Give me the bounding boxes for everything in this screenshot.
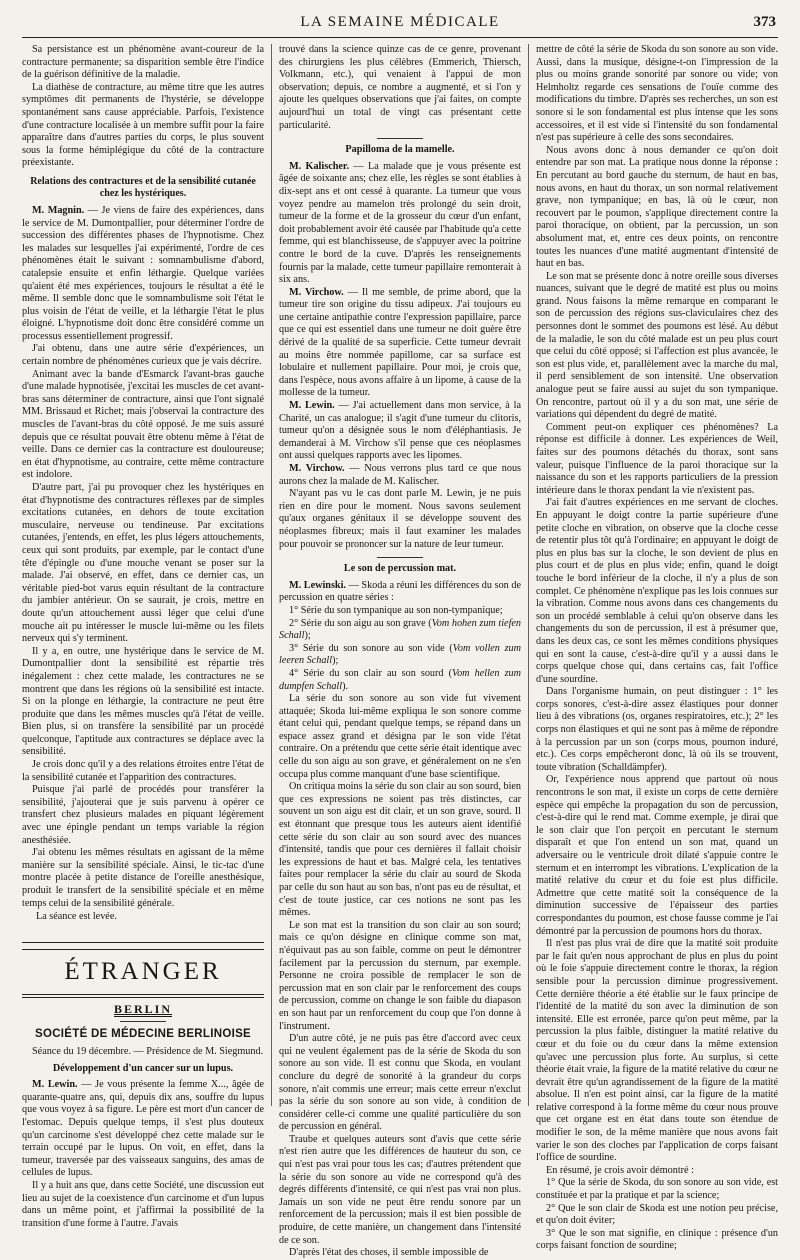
paragraph: La diathèse de contracture, au même titre que les autres symptômes dit permanents de l'hystérie, se développe spontanément sans cause appréciable. Parfois, l'existence d'une contracture localisée à un membre suffit pour la faire apparaître dans d'autres parties du corps, le plus souvent sous la forme hémiplégique du côté de la contracture préexistante. [22,81,265,169]
paragraph-text: — Je viens de faire des expériences, dans le service de M. Dumontpallier, pour déterminer l'ordre de succession des différentes phases de l'hypnotisme. Chez les malades sur lesquelles j'ai expérimenté, l'ordre de ces phénomènes était le suivant : somnambulisme d'abord, catalepsie ensuite et enfin léthargie. Quelque variées qu'aient été mes expériences, toujours le résultat a été le même. Il semble donc que le somnambulisme soit l'état le plus voisin de l'état de veille, et la léthargie l'état le plus éloigné. L'hypnotisme doit donc être considéré comme un processus essentiellement progressif. [22,204,265,342]
speaker-name: M. Lewin. [289,400,335,412]
conclusion-item: 1° Que la série de Skoda, du son sonore au son vide, est constituée et par la pratique et par la science; [536,1177,779,1202]
paragraph-text: — J'ai actuellement dans mon service, à la Charité, un cas analogue; il s'agit d'une tumeur du clitoris, tumeur qu'on a désignée sous le nom d'éléphantiasis. Je demanderai à M. Virchow s'il pense que ces néoplasmes ont aussi quelques rapports avec les lipomes. [279,400,522,462]
paragraph: J'ai fait d'autres expériences en me servant de cloches. En appuyant le doigt contre la partie supérieure d'une petite cloche en vibration, on observe que la cloche cesse de retentir plus tôt qu'à l'ordinaire; en appuyant le doigt de plus en plus bas sur la cloche, le son devient de plus en plus court et de plus en plus vide; enfin, quand le doigt touche le bord inférieur de la cloche, il n'y a plus de son complet. Ce phénomène n'explique pas les lois connues sur la vibration. Comme nous avons dans ces changements du son un procédé semblable à celui qu'on observe dans les changements du son de percussion, il est à présumer que, dans les deux cas, ce sont les mêmes conditions physiques qui en sont la cause, c'est-à-dire qu'il y a aussi dans le corps quelque chose qui, dans certains cas, fait l'office d'une sourdine. [536,497,779,685]
speaker-name: M. Magnin. [32,204,85,216]
list-item-text: 2° Série du son aigu au son grave ( [289,617,432,629]
speaker-name: M. Virchow. [289,463,345,474]
paragraph: La série du son sonore au son vide fut vivement attaquée; Skoda lui-même expliqua le son sonore comme étant celui qui, pendant quelque temps, se répand dans un espace assez grand et désigna par le son vide l'état contraire. On a prétendu que cette série était identique avec celle du son aigu au son grave, et généralement on ne s'en occupa plus comme manquant d'une base scientifique. [279,693,522,780]
paragraph: N'ayant pas vu le cas dont parle M. Lewin, je ne puis rien en dire pour le moment. Nous savons seulement qu'aux organes génitaux il se développe souvent des néoplasmes fibreux; mais il faut examiner les malades pour pouvoir se prononcer sur la nature de leur tumeur. [279,488,522,550]
paragraph-text: — Skoda a réuni les différences du son de percussion en quatre séries : [279,579,522,604]
list-item: 1° Série du son tympanique au son non-tympanique; [289,604,503,616]
paragraph: trouvé dans la science quinze cas de ce genre, provenant des chirurgiens les plus célèbres (Emmerich, Thiersch, Volkmann, etc.), qui venaient à l'appui de mon observation; depuis, ce nombre a augmenté, et si l'on y ajoute les quelques observations que j'ai faites, on compte aujourd'hui un total de vingt cas présentant cette particularité. [279,44,522,131]
city-heading: BERLIN [114,1001,173,1016]
conclusion-item: 3° Que le son mat signifie, en clinique : présence d'un corps faisant fonction de sourdine; [536,1227,779,1252]
speaker-name: M. Lewin. [32,1079,78,1091]
speaker-name: M. Kalischer. [289,160,350,172]
session-line: Séance du 19 décembre. — Présidence de M. Siegmund. [32,1045,264,1057]
separator [377,138,423,139]
paragraph [279,463,521,488]
paragraph: D'autre part, j'ai pu provoquer chez les hystériques en état d'hypnotisme des contractures réflexes par de simples excitations cutanées, en dehors de toute excitation musculaire, nerveuse ou tendineuse. Par excitations cutanées, j'entends, en effet, les plus légers attouchements, ceux qui sont produits, par exemple, par le contact d'une tête d'épingle ou d'une mouche venant se poser sur la malade. J'ai observé, en effet, dans ce dernier cas, un véritable pied-bot varus equin résultant de la contracture du jambier antérieur. On se saurait, je crois, mettre en doute qu'un attouchement aussi léger que celui d'une mouche ait pu intéresser le muscle lui-même ou les filets nerveux qui s'y terminent. [22,482,265,645]
paragraph-text: — Nous verrons plus tard ce que nous aurons chez la malade de M. Kalischer. [279,463,522,487]
section-rule [22,994,264,995]
paragraph: J'ai obtenu, dans une autre série d'expériences, un certain nombre de phénomènes curieux que je vais décrire. [22,343,265,368]
paragraph: Animant avec la bande d'Esmarck l'avant-bras gauche d'une malade hypnotisée, j'excitai les muscles de cet avant-bras sans déterminer de contracture, ainsi que l'ont signalé MM. Brissaud et Richet; mais j'observai la contracture des muscles de l'avant-bras du côté opposé. Je me suis assuré depuis que ce résultat pouvait être obtenu même à l'état de veille. Dans ce dernier cas la contracture est douloureuse; en état d'hypnotisme, au contraire, cette même contracture est indolore. [22,368,265,481]
column-divider [528,44,529,1106]
section-heading: Papilloma de la mamelle. [345,144,455,156]
paragraph: Il y a, en outre, une hystérique dans le service de M. Dumontpallier dont la sensibilité est répartie très inégalement : chez cette malade, les contractures ne se montrent que dans les régions où la sensibilité est intacte. Si on la plonge en léthargie, la contracture ne peut être produite que dans les mêmes muscles qu'à l'état de veille. Bien plus, si on transfère la sensibilité par un procédé quelconque, l'aptitude aux contractures se déplace avec la sensibilité. [22,645,265,758]
paragraph: En résumé, je crois avoir démontré : [546,1164,694,1176]
paragraph: Comment peut-on expliquer ces phénomènes? La réponse est difficile à donner. Les expériences de Weil, faites sur des poumons détachés du thorax, sont sans valeur, puisque l'influence de la paroi thoracique sur la naissance du son et les rapports particuliers de la pression intérieure dans le thorax pendant la vie n'existent pas. [536,421,779,496]
paragraph: On critiqua moins la série du son clair au son sourd, bien que ces expressions ne soient pas très distinctes, car souvent un son aigu est dit clair, et un son grave, sourd. Il est étonnant que presque tous les auteurs aient identifié cette série du son clair au son sourd avec des nuances d'intensité, tandis que pour ces dernières il fallait choisir les expressions de haut et bas. Malgré cela, les tentatives faites pour remplacer la série du clair au sourd de Skoda par celle du son haut au son bas, n'ont pas eu de résultat, et c'est de toute justice, car ces notions ne sont pas les mêmes. [279,781,522,919]
german-term: Vom hellen zum dumpfen Schall [279,667,522,692]
series-list [279,605,521,693]
paragraph: Nous avons donc à nous demander ce qu'on doit entendre par son mat. La pratique nous donne la réponse : En percutant au bord gauche du sternum, de haut en bas, nous avons, en haut du thorax, un son normal relativement grave, non tympanique; en bas, là où le cœur, non recouvert par le poumon, s'applique directement contre la paroi thoracique, on obtient, par la percussion, un son absolument mat, et, entre ces deux points, on rencontre toutes les nuances d'une matité augmentant d'intensité de haut en bas. [536,144,779,270]
paragraph: Il n'est pas plus vrai de dire que la matité soit produite par le fait qu'en nous approchant de plus en plus du point où le foie s'appuie directement contre le thorax, la région sensible pour la percussion diminue progressivement. Cette dernière théorie a été établie sur le faux principe de l'identité de la matité du son avec la diminution de son intensité. Elle est erronée, parce qu'on peut même, par la percussion la plus faible, distinguer la matité relative du cœur et du foie ou du cœur dans la même extension qu'avec une percussion plus forte. Au surplus, si cette théorie était vraie, la figure de la matité relative du cœur ne devrait être qu'un agrandissement de la figure de la matité absolue. Il n'en est point ainsi, car la figure de la matité relative correspond à la forme même du cœur nous prouve que cet organe est en état dans toute son étendue de modifier le son, de la même manière que nous avons fait varier le son des cloches par l'application de corps faisant l'office de sourdine. [536,938,779,1164]
paragraph-text: — Il me semble, de prime abord, que la tumeur tire son origine du tissu adipeux. J'ai toujours eu une certaine antipathie contre l'expression papillaire, parce que ce qui est essentiel dans une tumeur ne doit guère être dérivé de la qualité de sa superficie. Cette tumeur devrait au moins être nommée papillome, car sa surface est lobulaire et nullement papillaire. Pour moi, je crois que, dans l'espèce, nous avons affaire à un lipome, à cause de la mollesse de la tumeur. [279,286,522,399]
running-head [24,14,776,34]
column-2 [279,44,522,1259]
column-3 [536,44,779,1252]
paragraph [279,161,521,287]
speaker-name: M. Virchow. [289,286,344,298]
section-rule [22,942,264,943]
running-title: LA SEMAINE MÉDICALE [300,14,500,30]
paragraph: J'ai obtenu les mêmes résultats en agissant de la même manière sur la sensibilité spéciale. Ainsi, le tic-tac d'une montre placée à petite distance de l'oreille anesthésique, produit le transfert de la sensibilité spéciale et en même temps celui de la sensibilité générale. [22,847,265,909]
paragraph [279,400,521,463]
paragraph [22,1079,264,1180]
paragraph [279,287,521,400]
text-columns [22,44,779,1259]
list-item-text: ); [332,655,339,667]
paragraph: Je crois donc qu'il y a des relations étroites entre l'état de la sensibilité cutanée et l'apparition des contractures. [22,759,265,783]
conclusion-item: 2° Que le son clair de Skoda est une notion peu précise, et qu'on doit éviter; [536,1202,779,1227]
paragraph [279,580,521,605]
separator [377,557,423,558]
header-rule [22,37,778,38]
paragraph: D'un autre côté, je ne puis pas être d'accord avec ceux qui ne veulent également pas de la série de Skoda du son sonore au son vide. Il est connu que Skoda, en voulant conclure du degré de sonorité à la grandeur du corps sonore, n'ait commis une erreur; mais cette erreur n'exclut pas la série du son sonore au son vide, à condition de considérer celle-ci comme une qualité particulière du son de percussion en général. [279,1033,522,1133]
speaker-name: M. Lewinski. [289,579,346,591]
list-item-text: ); [304,630,311,642]
session-closing: La séance est levée. [36,911,117,923]
list-item [279,618,521,643]
german-term: Vom hohen zum tiefen Schall [279,617,522,642]
paragraph: mettre de côté la série de Skoda du son sonore au son vide. Aussi, dans la musique, désigne-t-on l'impression de la plus ou moins grande sonorité par sonore ou vide; von Helmholtz regarde ces sensations de l'ouïe comme des modifications du timbre. D'après ses recherches, un son est sonore si le son fondamental est plus intense que les sons accessoires, et il est vide si l'intensité du son fondamental n'est pas supérieure à celle des sons secondaires. [536,44,779,144]
section-heading: Le son de percussion mat. [343,563,457,575]
section-heading: Développement d'un cancer sur un lupus. [52,1062,234,1074]
paragraph: Le son mat est la transition du son clair au son sourd; mais ce qu'on désigne en clinique comme son mat, n'équivaut pas au son faible, comme on peut le démontrer facilement par la percussion du sternum, par exemple. Personne ne croira possible de remplacer le son de percussion mat en son clair par le renforcement des coups de percussion, comme on change le son faible du diapason en son haut par un renforcement du coup que l'on donne à l'instrument. [279,919,522,1032]
society-heading: SOCIÉTÉ DE MÉDECINE BERLINOISE [34,1028,252,1041]
paragraph: Traube et quelques auteurs sont d'avis que cette série n'est rien autre que les différences de hauteur du son, ce qui n'est pas vrai pour tous les cas; d'autres prétendent que la série du son sonore au vide ne correspond qu'à des degrés différents d'intensité, ce qui n'est pas vrai non plus. Jamais un son vide ne peut être rendu sonore par un renforcement de la percussion; mais il est bien possible de produire, de cette manière, un changement dans l'intensité de ce son. [279,1133,522,1246]
section-rule [22,997,264,998]
section-rule [22,949,264,950]
list-item-text: ). [342,680,349,692]
paragraph: Or, l'expérience nous apprend que partout où nous rencontrons le son mat, il existe un corps de cette dernière espèce qui empêche la propagation du son de percussion, c'est-à-dire qui le rend mat. Comme exemple, je dirai que le son clair que l'on perçoit en percutant le sternum disparaît et que l'on entend un son mat, quand un adversaire ou le ventricule droit dilaté s'appuie contre le sternum et en interrompt les vibrations. L'explication de la matité relative du cœur et du foie est plus difficile. Admettre que cette matité soit la conséquence de la diminution successive de l'épaisseur des parties correspondantes du poumon, est chose fausse comme je l'ai démontré par la percussion de poumons hors du thorax. [536,774,779,937]
paragraph: Puisque j'ai parlé de procédés pour transférer la sensibilité, j'ajouterai que je suis parvenu à opérer ce transfert chez plusieurs malades en piquant légèrement avec une épingle pendant un temps variable la région anesthésiée. [22,784,265,846]
section-title: ÉTRANGER [64,957,222,985]
paragraph-text: — Je vous présente la femme X..., âgée de quarante-quatre ans, qui, depuis dix ans, souffre du lupus que vous voyez à sa figure. Le père est mort d'un cancer de l'estomac. Depuis quelque temps, il s'est plus douteux qu'un carcinome s'est développé chez cette malade sur le terrain occupé par le lupus. On voit, en effet, dans la tumeur, traversée par des vaisseaux sanguins, des amas de cellules de lupus. [22,1079,265,1179]
page-number: 373 [753,14,776,30]
paragraph-text: — La malade que je vous présente est âgée de soixante ans; chez elle, les règles se sont établies à dix-sept ans et ont cessé à quarante. La tumeur que vous voyez pendre au mamelon très prolongé du sein droit, tumeur de la forme et de la grosseur du cœur d'un enfant, doit probablement avoir été causée par l'habitude qu'a cette femme, qui est blanchisseuse, de s'appuyer avec la poitrine contre le bord de la cuve. D'après les renseignements fournis par la malade, cette tumeur papillaire remonterait à six ans. [279,160,522,286]
section-heading: Relations des contractures et de la sensibilité cutanée chez les hystériques. [30,175,256,199]
separator [120,1021,166,1022]
paragraph: Sa persistance est un phénomène avant-coureur de la contracture permanente; sa disparition semble être l'indice de la guérison définitive de la maladie. [22,44,265,81]
column-1 [22,44,265,1229]
list-item-text: 3° Série du son sonore au son vide ( [289,642,453,654]
paragraph: D'après l'état des choses, il semble impossible de [289,1247,489,1259]
paragraph: Le son mat se présente donc à notre oreille sous diverses nuances, suivant que le degré de matité est plus ou moins grand. Nous faisons la même remarque en comparant le son de percussion des régions sus-claviculaires chez des personnes dont le sommet des poumons est lésé. Au début de la maladie, le son du côté malade est un peu plus court que celui du côté opposé; si l'affection est plus avancée, le son est plus vide, et, parallèlement avec la marche du mal, il perd sensiblement de son intensité. Une observation analogue peut se faire aussi au sujet du son tympanique. On rencontre, partout où il y a du son mat, une série de variations qui dépendent du degré de matité. [536,270,779,421]
list-item [279,643,521,668]
list-item-text: 4° Série du son clair au son sourd ( [289,667,452,679]
paragraph: Dans l'organisme humain, on peut distinguer : 1° les corps sonores, c'est-à-dire assez élastiques pour donner lieu à des vibrations (os, organes respiratoires, etc.); 2° les corps non élastiques et qui ne sont pas à même de répondre à la percussion par un son (corps mous, poumon induré, etc.). Ces corps empêcheront donc, là où ils se trouvent, toute vibration (Schalldämpfer). [536,686,779,773]
german-term: Vom vollen zum leeren Schall [279,642,522,667]
list-item [279,668,521,693]
paragraph: Il y a huit ans que, dans cette Société, une discussion eut lieu au sujet de la coexistence d'un carcinome et d'un lupus dans un même point, et j'affirmai la possibilité de la transition d'une forme à l'autre. J'avais [22,1179,265,1229]
paragraph [22,205,264,344]
column-divider [271,44,272,1106]
